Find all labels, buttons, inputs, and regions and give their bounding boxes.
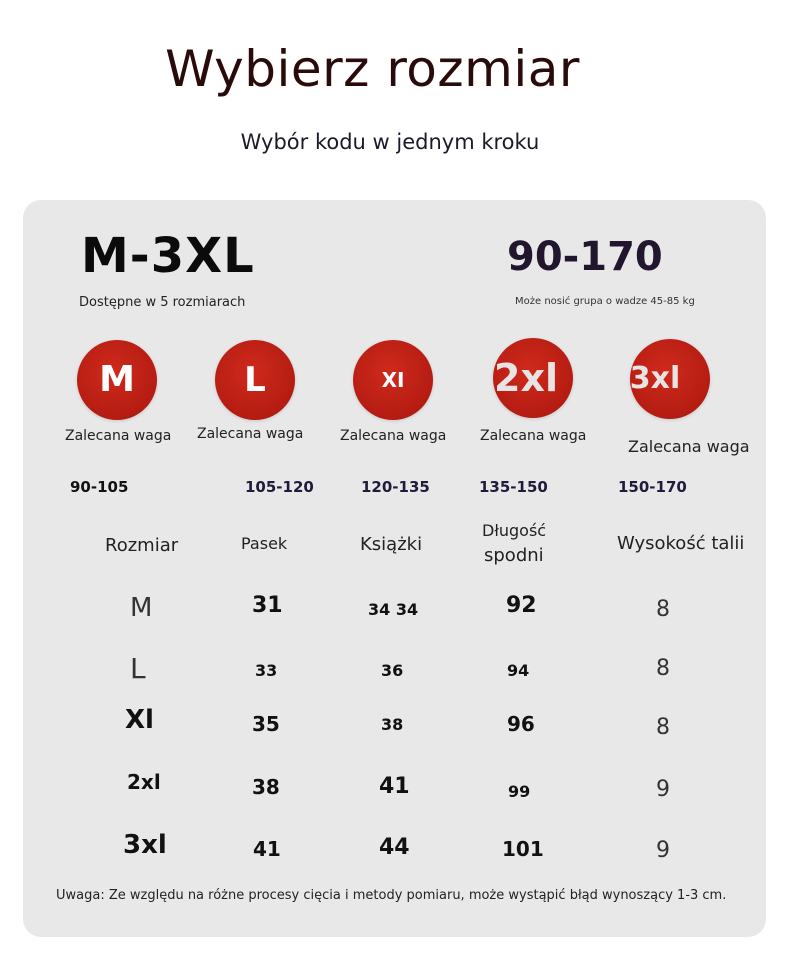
header-dlugosc: Długość — [482, 521, 547, 540]
weight-label-3xl: Zalecana waga — [628, 437, 750, 456]
row-xl-talia: 8 — [656, 715, 670, 740]
row-l-talia: 8 — [656, 656, 670, 681]
row-m-pasek: 31 — [252, 593, 283, 618]
size-range-note: Dostępne w 5 rozmiarach — [79, 295, 246, 310]
row-m-dlugosc: 92 — [506, 593, 537, 618]
weight-value-2xl: 135-150 — [479, 478, 548, 496]
size-badge-l: L — [215, 340, 295, 420]
row-2xl-dlugosc: 99 — [508, 782, 531, 801]
header-wysokosc-talii: Wysokość talii — [617, 533, 745, 554]
weight-label-m: Zalecana waga — [65, 428, 172, 444]
row-xl-size: Xl — [125, 705, 154, 735]
weight-value-m: 90-105 — [70, 478, 129, 496]
page-title: Wybierz rozmiar — [165, 40, 580, 98]
weight-range-note: Może nosić grupa o wadze 45-85 kg — [515, 296, 695, 307]
weight-range: 90-170 — [507, 234, 663, 280]
row-m-ksiazki: 34 34 — [368, 600, 419, 619]
weight-value-xl: 120-135 — [361, 478, 430, 496]
weight-value-3xl: 150-170 — [618, 478, 687, 496]
row-2xl-size: 2xl — [127, 770, 161, 794]
row-xl-pasek: 35 — [252, 712, 280, 736]
row-l-dlugosc: 94 — [507, 661, 530, 680]
size-badge-2xl: 2xl — [493, 338, 573, 418]
row-l-size: L — [130, 652, 146, 685]
size-badge-m: M — [77, 340, 157, 420]
header-pasek: Pasek — [241, 534, 288, 553]
weight-label-l: Zalecana waga — [197, 426, 304, 442]
row-l-ksiazki: 36 — [381, 661, 404, 680]
row-2xl-pasek: 38 — [252, 775, 280, 799]
row-m-size: M — [130, 593, 153, 623]
row-3xl-ksiazki: 44 — [379, 835, 410, 860]
page-subtitle: Wybór kodu w jednym kroku — [240, 130, 540, 154]
weight-label-xl: Zalecana waga — [340, 428, 447, 444]
header-ksiazki: Książki — [360, 534, 423, 555]
row-3xl-pasek: 41 — [253, 837, 281, 861]
row-xl-dlugosc: 96 — [507, 712, 535, 736]
row-3xl-dlugosc: 101 — [502, 837, 544, 861]
size-chart-card — [23, 200, 766, 937]
size-badge-3xl: 3xl — [630, 339, 710, 419]
header-rozmiar: Rozmiar — [105, 535, 179, 556]
weight-label-2xl: Zalecana waga — [480, 428, 587, 444]
header-spodni: spodni — [484, 545, 544, 566]
row-2xl-ksiazki: 41 — [379, 774, 410, 799]
size-range: M-3XL — [81, 228, 255, 284]
measurement-note: Uwaga: Ze względu na różne procesy cięcia i metody pomiaru, może wystąpić błąd wynoszący 1-3 cm. — [56, 888, 727, 903]
row-xl-ksiazki: 38 — [381, 715, 404, 734]
row-m-talia: 8 — [656, 597, 670, 622]
size-badge-xl: XI — [353, 340, 433, 420]
row-l-pasek: 33 — [255, 661, 278, 680]
weight-value-l: 105-120 — [245, 478, 314, 496]
row-3xl-size: 3xl — [123, 830, 167, 860]
row-2xl-talia: 9 — [656, 777, 670, 802]
row-3xl-talia: 9 — [656, 838, 670, 863]
